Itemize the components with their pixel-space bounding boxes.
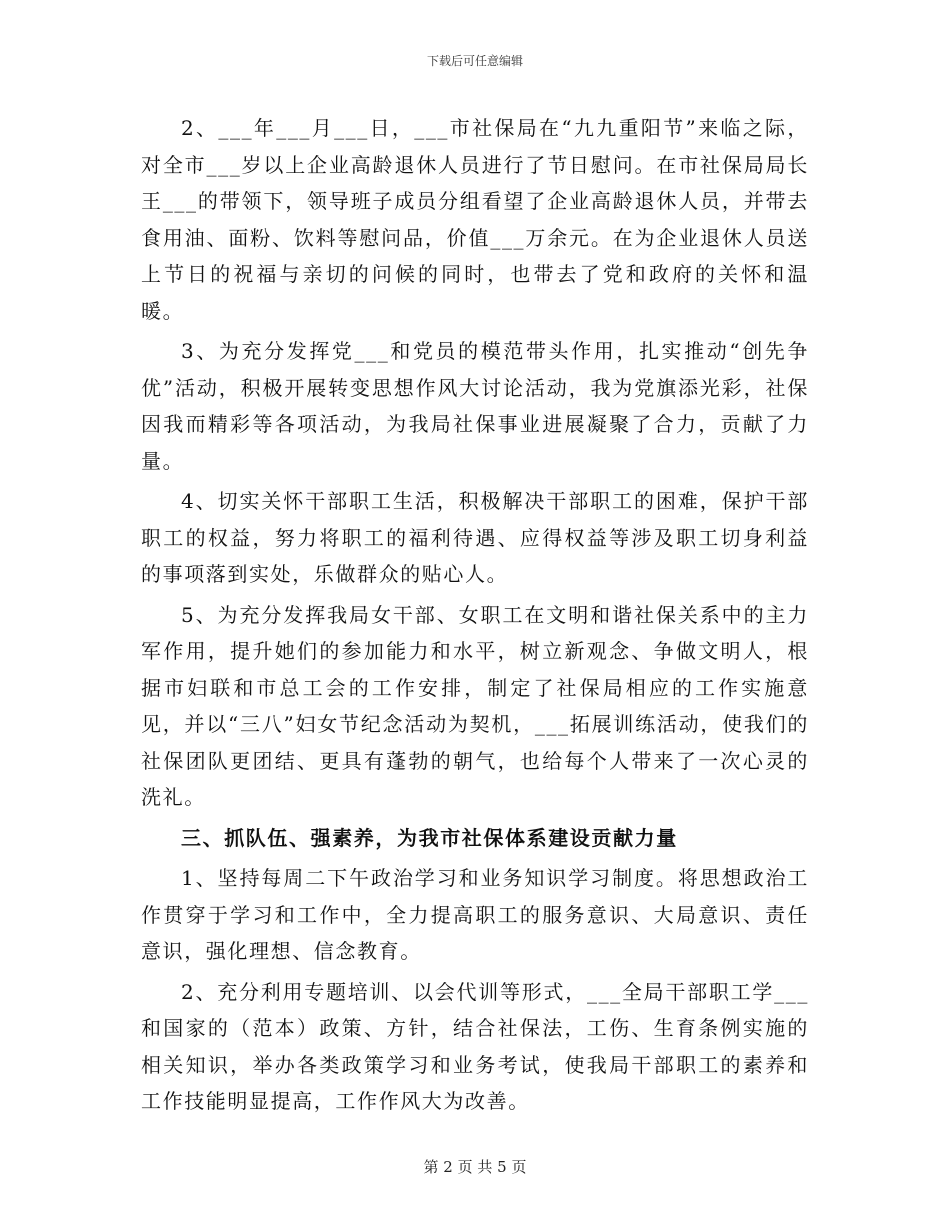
paragraph-item-3: 3、为充分发挥党___和党员的模范带头作用，扎实推动“创先争优”活动，积极开展转变思想作风大讨论活动，我为党旗添光彩，社保因我而精彩等各项活动，为我局社保事业进展凝聚了合力，贡献了力量。 [141,339,809,473]
section-three-paragraph-1: 1、坚持每周二下午政治学习和业务知识学习制度。将思想政治工作贯穿于学习和工作中，全力提高职工的服务意识、大局意识、责任意识，强化理想、信念教育。 [141,866,809,963]
section-three-heading: 三、抓队伍、强素养，为我市社保体系建设贡献力量 [181,825,678,850]
paragraph-item-4: 4、切实关怀干部职工生活，积极解决干部职工的困难，保护干部职工的权益，努力将职工的福利待遇、应得权益等涉及职工切身利益的事项落到实处，乐做群众的贴心人。 [141,489,809,586]
paragraph-item-2: 2、___年___月___日，___市社保局在“九九重阳节”来临之际，对全市___岁以上企业高龄退休人员进行了节日慰问。在市社保局局长王___的带领下，领导班子成员分组看望了企业高龄退休人员，并带去食用油、面粉、饮料等慰问品，价值___万余元。在为企业退休人员送上节日的祝福与亲切的问候的同时，也带去了党和政府的关怀和温暖。 [141,116,809,323]
page-number-footer: 第 2 页 共 5 页 [423,1158,527,1176]
paragraph-item-5: 5、为充分发挥我局女干部、女职工在文明和谐社保关系中的主力军作用，提升她们的参加能力和水平，树立新观念、争做文明人，根据市妇联和市总工会的工作安排，制定了社保局相应的工作实施意见，并以“三八”妇女节纪念活动为契机，___拓展训练活动，使我们的社保团队更团结、更具有蓬勃的朝气，也给每个人带来了一次心灵的洗礼。 [141,602,809,809]
section-three-paragraph-2: 2、充分利用专题培训、以会代训等形式，___全局干部职工学___和国家的（范本）政策、方针，结合社保法，工伤、生育条例实施的相关知识，举办各类政策学习和业务考试，使我局干部职工的素养和工作技能明显提高，工作作风大为改善。 [141,979,809,1113]
document-body [141,110,809,1120]
page-header-note: 下载后可任意编辑 [426,54,523,68]
